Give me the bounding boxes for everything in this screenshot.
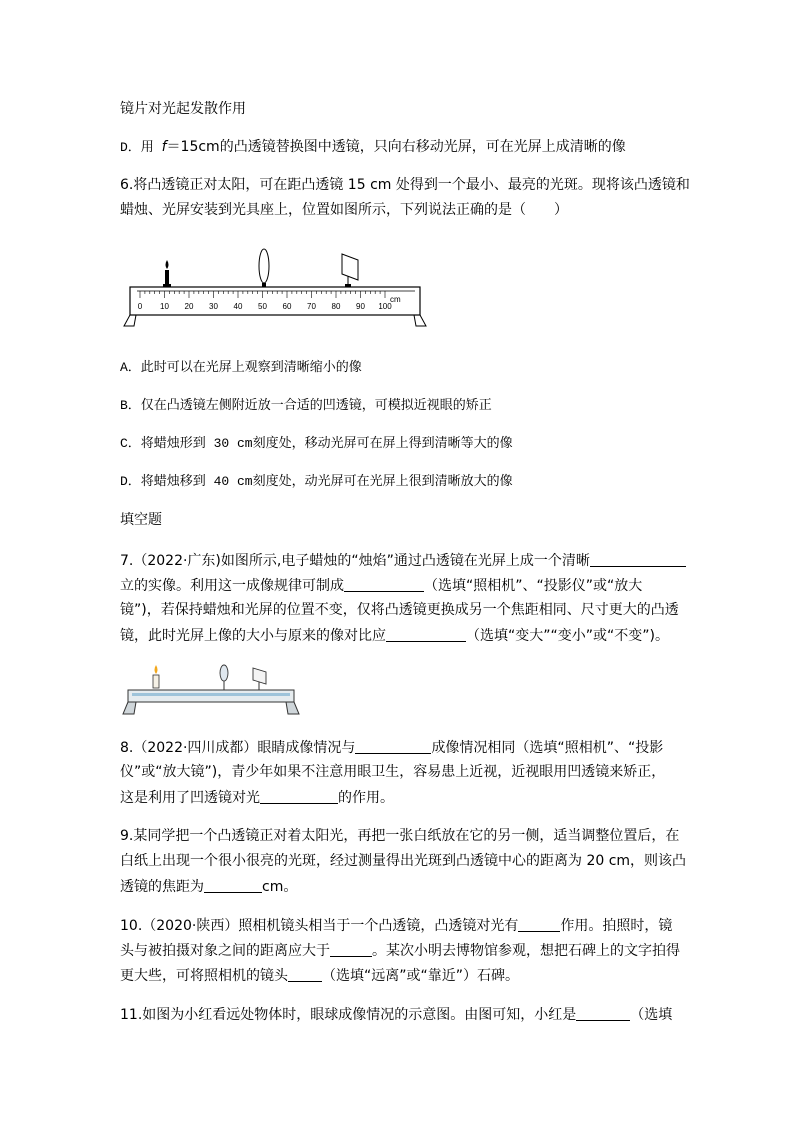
ruler-tick-label: 50 bbox=[258, 302, 267, 311]
question-11-line-1 bbox=[120, 1006, 672, 1023]
option-5d bbox=[120, 139, 626, 156]
option-6d: D．将蜡烛移到 40 cm刻度处，动光屏可在光屏上很到清晰放大的像 bbox=[120, 474, 513, 489]
ruler-tick-label: 90 bbox=[356, 302, 365, 311]
q10-text: 更大些，可将照相机的镜头 bbox=[120, 968, 288, 984]
ruler-tick-label: 10 bbox=[160, 302, 169, 311]
answer-blank bbox=[288, 967, 322, 982]
q9-text: cm。 bbox=[262, 879, 298, 895]
section-heading-fill-blank: 填空题 bbox=[120, 512, 162, 528]
question-7-line-1 bbox=[120, 552, 686, 569]
q7-text: （选填“照相机”、“投影仪”或“放大 bbox=[424, 578, 643, 594]
ruler-unit: cm bbox=[390, 295, 401, 304]
answer-blank bbox=[590, 552, 686, 567]
answer-blank bbox=[576, 1006, 630, 1021]
ruler-tick-label: 60 bbox=[282, 302, 292, 311]
question-9-line-1: 9.某同学把一个凸透镜正对着太阳光，再把一张白纸放在它的另一侧，适当调整位置后，在 bbox=[120, 828, 680, 844]
bench-rail bbox=[123, 690, 299, 714]
ruler-tick-label: 40 bbox=[233, 302, 243, 311]
question-10-line-1 bbox=[120, 917, 672, 934]
answer-blank bbox=[204, 878, 262, 893]
answer-blank bbox=[330, 942, 372, 957]
convex-lens bbox=[220, 665, 228, 690]
optical-bench-figure-2 bbox=[120, 660, 302, 720]
q7-text: 镜，此时光屏上像的大小与原来的像对比应 bbox=[120, 628, 386, 644]
electronic-candle bbox=[153, 665, 159, 688]
q9-text: 透镜的焦距为 bbox=[120, 879, 204, 895]
question-7-line-2 bbox=[120, 577, 642, 594]
option-6a: A．此时可以在光屏上观察到清晰缩小的像 bbox=[120, 360, 362, 375]
q11-text: （选填 bbox=[630, 1007, 673, 1023]
q8-text: 8.（2022·四川成都）眼睛成像情况与 bbox=[120, 740, 356, 756]
question-6-line-2: 蜡烛、光屏安装到光具座上，位置如图所示，下列说法正确的是（ ） bbox=[120, 202, 568, 218]
q8-text: 这是利用了凹透镜对光 bbox=[120, 790, 260, 806]
question-7-line-4 bbox=[120, 627, 669, 644]
ruler-tick-label: 20 bbox=[184, 302, 194, 311]
ruler-tick-label: 30 bbox=[209, 302, 218, 311]
question-9-line-3 bbox=[120, 878, 297, 895]
question-8-line-3 bbox=[120, 789, 394, 806]
answer-blank bbox=[386, 627, 466, 642]
light-screen bbox=[253, 668, 266, 690]
light-screen bbox=[342, 254, 358, 287]
q10-text: （选填“远离”或“靠近”）石碑。 bbox=[322, 968, 520, 984]
question-8-line-2: 仪”或“放大镜”)，青少年如果不注意用眼卫生，容易患上近视，近视眼用凹透镜来矫正， bbox=[120, 764, 666, 780]
ruler-tick-label: 70 bbox=[307, 302, 316, 311]
convex-lens bbox=[259, 249, 269, 287]
ruler-tick-label: 0 bbox=[137, 302, 143, 311]
q10-text: 作用。拍照时，镜 bbox=[560, 918, 673, 934]
answer-blank bbox=[344, 577, 424, 592]
answer-blank bbox=[518, 917, 560, 932]
question-10-line-2 bbox=[120, 942, 680, 959]
q8-text: 成像情况相同（选填“照相机”、“投影 bbox=[431, 740, 664, 756]
answer-blank bbox=[260, 789, 338, 804]
option-6c: C．将蜡烛形到 30 cm刻度处，移动光屏可在屏上得到清晰等大的像 bbox=[120, 436, 513, 451]
ruler-tick-labels bbox=[138, 302, 392, 311]
q7-text: 7.（2022·广东)如图所示,电子蜡烛的“烛焰”通过凸透镜在光屏上成一个清晰 bbox=[120, 553, 590, 569]
q7-text: 立的实像。利用这一成像规律可制成 bbox=[120, 578, 344, 594]
question-9-line-2: 白纸上出现一个很小很亮的光斑，经过测量得出光斑到凸透镜中心的距离为 20 cm，则该凸 bbox=[120, 853, 687, 869]
option-6b: B．仅在凸透镜左侧附近放一合适的凹透镜，可模拟近视眼的矫正 bbox=[120, 398, 492, 413]
question-6-line-1: 6.将凸透镜正对太阳，可在距凸透镜 15 cm 处得到一个最小、最亮的光斑。现将该凸透镜和 bbox=[120, 177, 690, 193]
question-7-line-3: 镜”)，若保持蜡烛和光屏的位置不变，仅将凸透镜更换成另一个焦距相同、尺寸更大的凸透 bbox=[120, 602, 679, 618]
ruler-ticks bbox=[140, 291, 385, 298]
ruler-tick-label: 100 bbox=[378, 302, 392, 311]
question-10-line-3 bbox=[120, 967, 519, 984]
q7-text: （选填“变大”“变小”或“不变”)。 bbox=[466, 628, 669, 644]
focal-symbol: f bbox=[161, 139, 167, 155]
option-text: ＝15cm的凸透镜替换图中透镜，只向右移动光屏，可在光屏上成清晰的像 bbox=[166, 139, 626, 155]
optical-bench-figure-1 bbox=[120, 246, 432, 328]
q10-text: 头与被拍摄对象之间的距离应大于 bbox=[120, 943, 330, 959]
q8-text: 的作用。 bbox=[338, 790, 394, 806]
candle bbox=[163, 260, 171, 287]
q10-text: 10.（2020·陕西）照相机镜头相当于一个凸透镜，凸透镜对光有 bbox=[120, 918, 519, 934]
q10-text: 。某次小明去博物馆参观，想把石碑上的文字拍得 bbox=[372, 943, 680, 959]
question-8-line-1 bbox=[120, 739, 663, 756]
line-mirror-diverge: 镜片对光起发散作用 bbox=[120, 101, 246, 117]
q11-text: 11.如图为小红看远处物体时，眼球成像情况的示意图。由图可知，小红是 bbox=[120, 1007, 577, 1023]
answer-blank bbox=[355, 739, 431, 754]
ruler-tick-label: 80 bbox=[331, 302, 341, 311]
option-label: D．用 bbox=[120, 140, 162, 155]
